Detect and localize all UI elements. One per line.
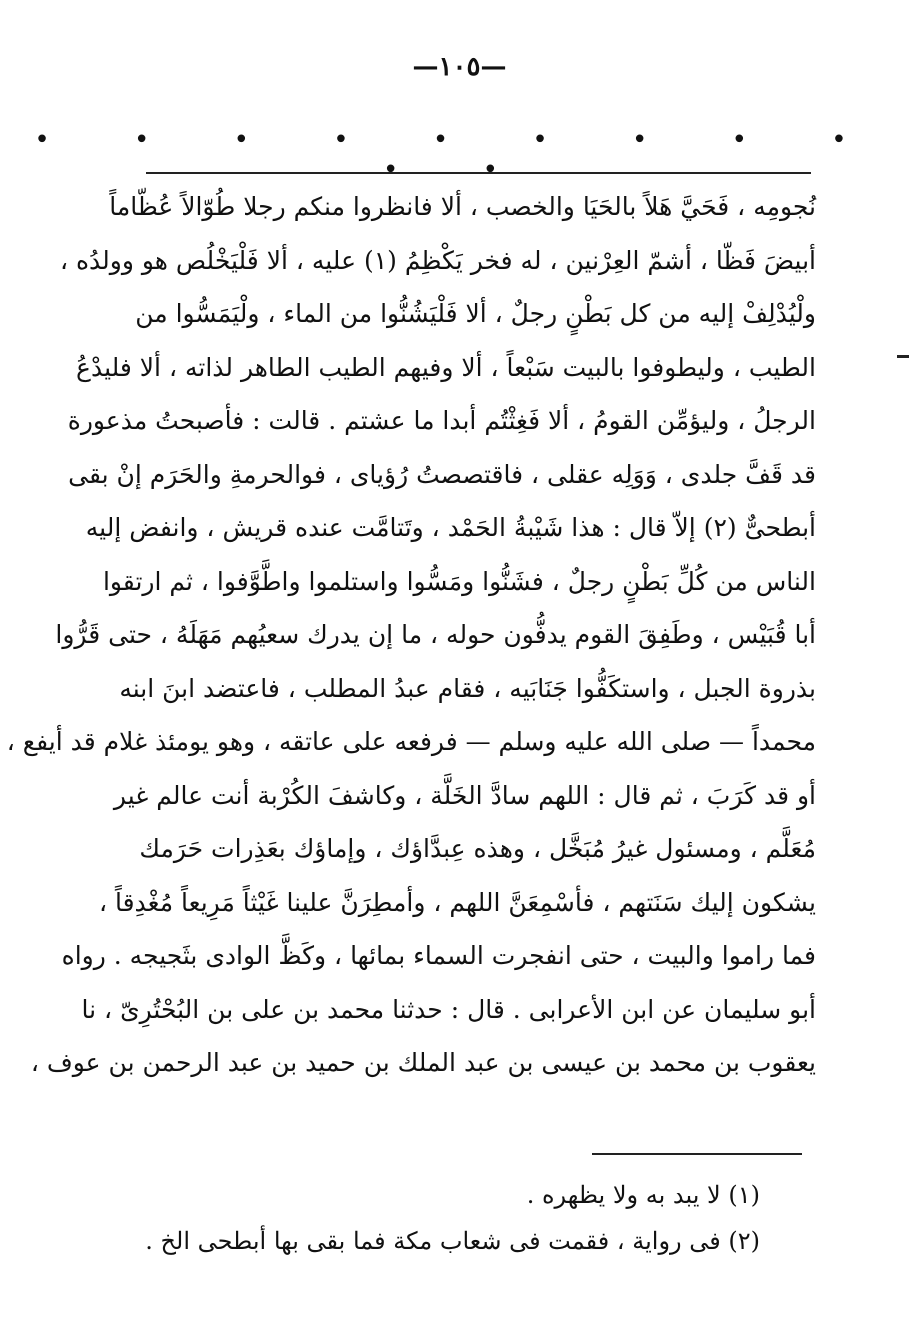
separator-dots: • • • • • • • • • • • — [34, 125, 885, 185]
text-line: مُعَلَّم ، ومسئول غيرُ مُبَخَّل ، وهذه عِبدَّاؤك ، وإماؤك بعَذِرات حَرَمك — [139, 834, 816, 863]
footnote-1: (١) لا يبد به ولا يظهره . — [526, 1181, 760, 1209]
text-line: أبطحىٌّ (٢) إلاّ قال : هذا شَيْبةُ الحَمْد ، وتَتامَّت عنده قريش ، وانفض إليه — [85, 513, 816, 542]
text-line: بذروة الجبل ، واستكَفُّوا جَنَابَيه ، فقام عبدُ المطلب ، فاعتضد ابنَ ابنه — [119, 673, 816, 703]
text-line: أو قد كَرَبَ ، ثم قال : اللهم سادَّ الخَلَّة ، وكاشفَ الكُرْبة أنت عالم غير — [113, 780, 816, 810]
text-line: الرجلُ ، وليؤمِّن القومُ ، ألا فَغِثْتُم أبدا ما عشتم . قالت : فأصبحتُ مذعورة — [67, 406, 816, 435]
footnote-2: (٢) فى رواية ، فقمت فى شعاب مكة فما بقى بها أبطحى الخ . — [145, 1227, 760, 1255]
text-line: يعقوب بن محمد بن عيسى بن عبد الملك بن حميد بن عبد الرحمن بن عوف ، — [30, 1048, 816, 1077]
page-number: —١٠٥— — [412, 52, 507, 82]
margin-mark — [897, 355, 909, 358]
top-rule — [146, 172, 811, 174]
text-line: نُجومِه ، فَحَيَّ هَلاً بالحَيَا والخصب ، ألا فانظروا منكم رجلا طُوّالاً عُظّاماً — [109, 192, 816, 221]
text-line: الناس من كُلِّ بَطْنٍ رجلٌ ، فشَنُّوا ومَسُّوا واستلموا واطَّوَّفوا ، ثم ارتقوا — [102, 566, 816, 596]
text-line: الطيب ، وليطوفوا بالبيت سَبْعاً ، ألا وفيهم الطيب الطاهر لذاته ، ألا فليدْعُ — [76, 352, 816, 382]
text-line: قد قَفَّ جلدى ، وَوَلِه عقلى ، فاقتصصتُ رُؤياى ، فوالحرمةِ والحَرَم إنْ بقى — [68, 459, 816, 489]
text-line: فما راموا والبيت ، حتى انفجرت السماء بمائها ، وكَظَّ الوادى بثَجيجه . رواه — [61, 941, 816, 970]
body-text — [6, 180, 816, 1090]
text-line: أبا قُبَيْس ، وطَفِقَ القوم يدفُّون حوله ، ما إن يدرك سعيُهم مَهَلَهُ ، حتى قَرُّوا — [55, 620, 816, 649]
footnote-rule — [592, 1153, 802, 1155]
text-line: محمداً — صلى الله عليه وسلم — فرفعه على عاتقه ، وهو يومئذ غلام قد أيفع ، — [6, 727, 816, 756]
text-line: أبو سليمان عن ابن الأعرابى . قال : حدثنا محمد بن على بن البُحْتُرِىّ ، نا — [81, 994, 816, 1024]
text-line: ولْيُدْلِفْ إليه من كل بَطْنٍ رجلٌ ، ألا فَلْيَشُنُّوا من الماء ، ولْيَمَسُّوا من — [135, 299, 816, 328]
text-line: يشكون إليك سَنَتهم ، فأسْمِعَنَّ اللهم ، وأمطِرَنَّ علينا غَيْثاً مَرِيعاً مُغْدِقاً ، — [98, 887, 816, 917]
footnotes — [145, 1172, 760, 1264]
text-line: أبيضَ فَظّا ، أشمّ العِرْنين ، له فخر يَكْظِمُ (١) عليه ، ألا فَلْيَخْلُص هو وولدُه ، — [59, 245, 816, 275]
